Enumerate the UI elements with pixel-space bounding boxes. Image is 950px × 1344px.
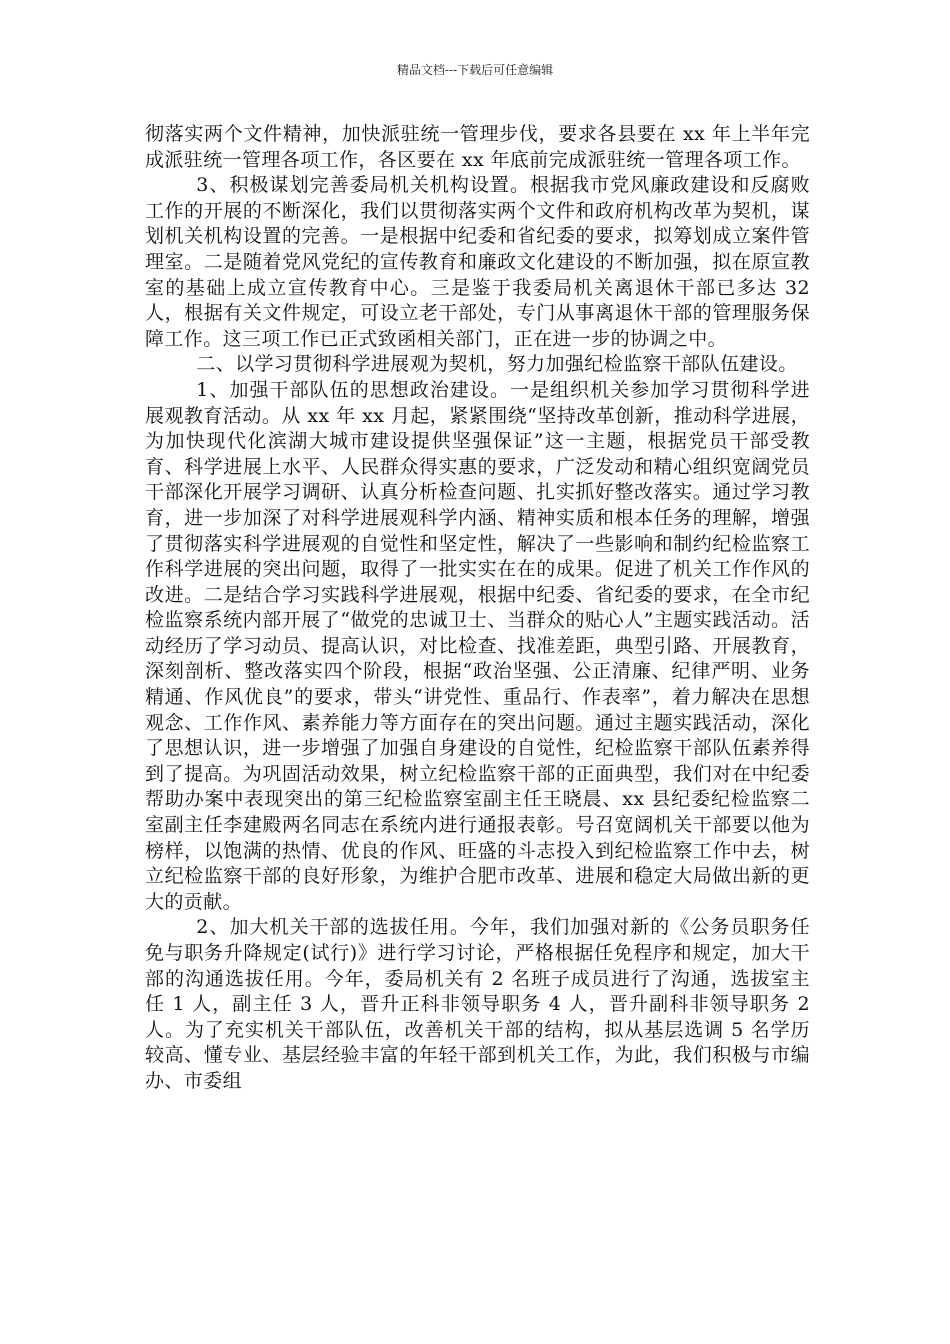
paragraph-subsection-2: 2、加大机关干部的选拔任用。今年，我们加强对新的《公务员职务任免与职务升降规定(试行)》进行学习讨论，严格根据任免程序和规定，加大干部的沟通选拔任用。今年，委局机关有 2 名班子成员进行了沟通，选拔室主任 1 人，副主任 3 人，晋升正科非领导职务 4 人，晋升副科非领导职务 2 人。为了充实机关干部队伍，改善机关干部的结构，拟从基层选调 5 名学历较高、懂专业、基层经验丰富的年轻干部到机关工作，为此，我们积极与市编办、市委组 — [145, 916, 810, 1092]
paragraph-continuation: 彻落实两个文件精神，加快派驻统一管理步伐，要求各县要在 xx 年上半年完成派驻统一管理各项工作，各区要在 xx 年底前完成派驻统一管理各项工作。 — [145, 123, 810, 171]
page-header: 精品文档---下载后可任意编辑 — [396, 63, 554, 77]
paragraph-subsection-1: 1、加强干部队伍的思想政治建设。一是组织机关参加学习贯彻科学进展观教育活动。从 xx 年 xx 月起，紧紧围绕“坚持改革创新，推动科学进展，为加快现代化滨湖大城市建设提供坚强保证”这一主题，根据党员干部受教育、科学进展上水平、人民群众得实惠的要求，广泛发动和精心组织宽阔党员干部深化开展学习调研、认真分析检查问题、扎实抓好整改落实。通过学习教育，进一步加深了对科学进展观科学内涵、精神实质和根本任务的理解，增强了贯彻落实科学进展观的自觉性和坚定性，解决了一些影响和制约纪检监察工作科学进展的突出问题，取得了一批实实在在的成果。促进了机关工作作风的改进。二是结合学习实践科学进展观，根据中纪委、省纪委的要求，在全市纪检监察系统内部开展了“做党的忠诚卫士、当群众的贴心人”主题实践活动。活动经历了学习动员、提高认识，对比检查、找准差距，典型引路、开展教育，深刻剖析、整改落实四个阶段，根据“政治坚强、公正清廉、纪律严明、业务精通、作风优良”的要求，带头“讲党性、重品行、作表率”，着力解决在思想观念、工作作风、素养能力等方面存在的突出问题。通过主题实践活动，深化了思想认识，进一步增强了加强自身建设的自觉性，纪检监察干部队伍素养得到了提高。为巩固活动效果，树立纪检监察干部的正面典型，我们对在中纪委帮助办案中表现突出的第三纪检监察室副主任王晓晨、xx 县纪委纪检监察二室副主任李建殿两名同志在系统内进行通报表彰。号召宽阔机关干部要以他为榜样，以饱满的热情、优良的作风、旺盛的斗志投入到纪检监察工作中去，树立纪检监察干部的良好形象，为维护合肥市改革、进展和稳定大局做出新的更大的贡献。 — [145, 378, 810, 913]
paragraph-heading-2: 二、以学习贯彻科学进展观为契机，努力加强纪检监察干部队伍建设。 — [196, 353, 798, 376]
document-body — [145, 122, 810, 1095]
paragraph-section-3: 3、积极谋划完善委局机关机构设置。根据我市党风廉政建设和反腐败工作的开展的不断深化，我们以贯彻落实两个文件和政府机构改革为契机，谋划机关机构设置的完善。一是根据中纪委和省纪委的要求，拟筹划成立案件管理室。二是随着党风党纪的宣传教育和廉政文化建设的不断加强，拟在原宣教室的基础上成立宣传教育中心。三是鉴于我委局机关离退休干部已多达 32 人，根据有关文件规定，可设立老干部处，专门从事离退休干部的管理服务保障工作。这三项工作已正式致函相关部门，正在进一步的协调之中。 — [145, 174, 810, 350]
